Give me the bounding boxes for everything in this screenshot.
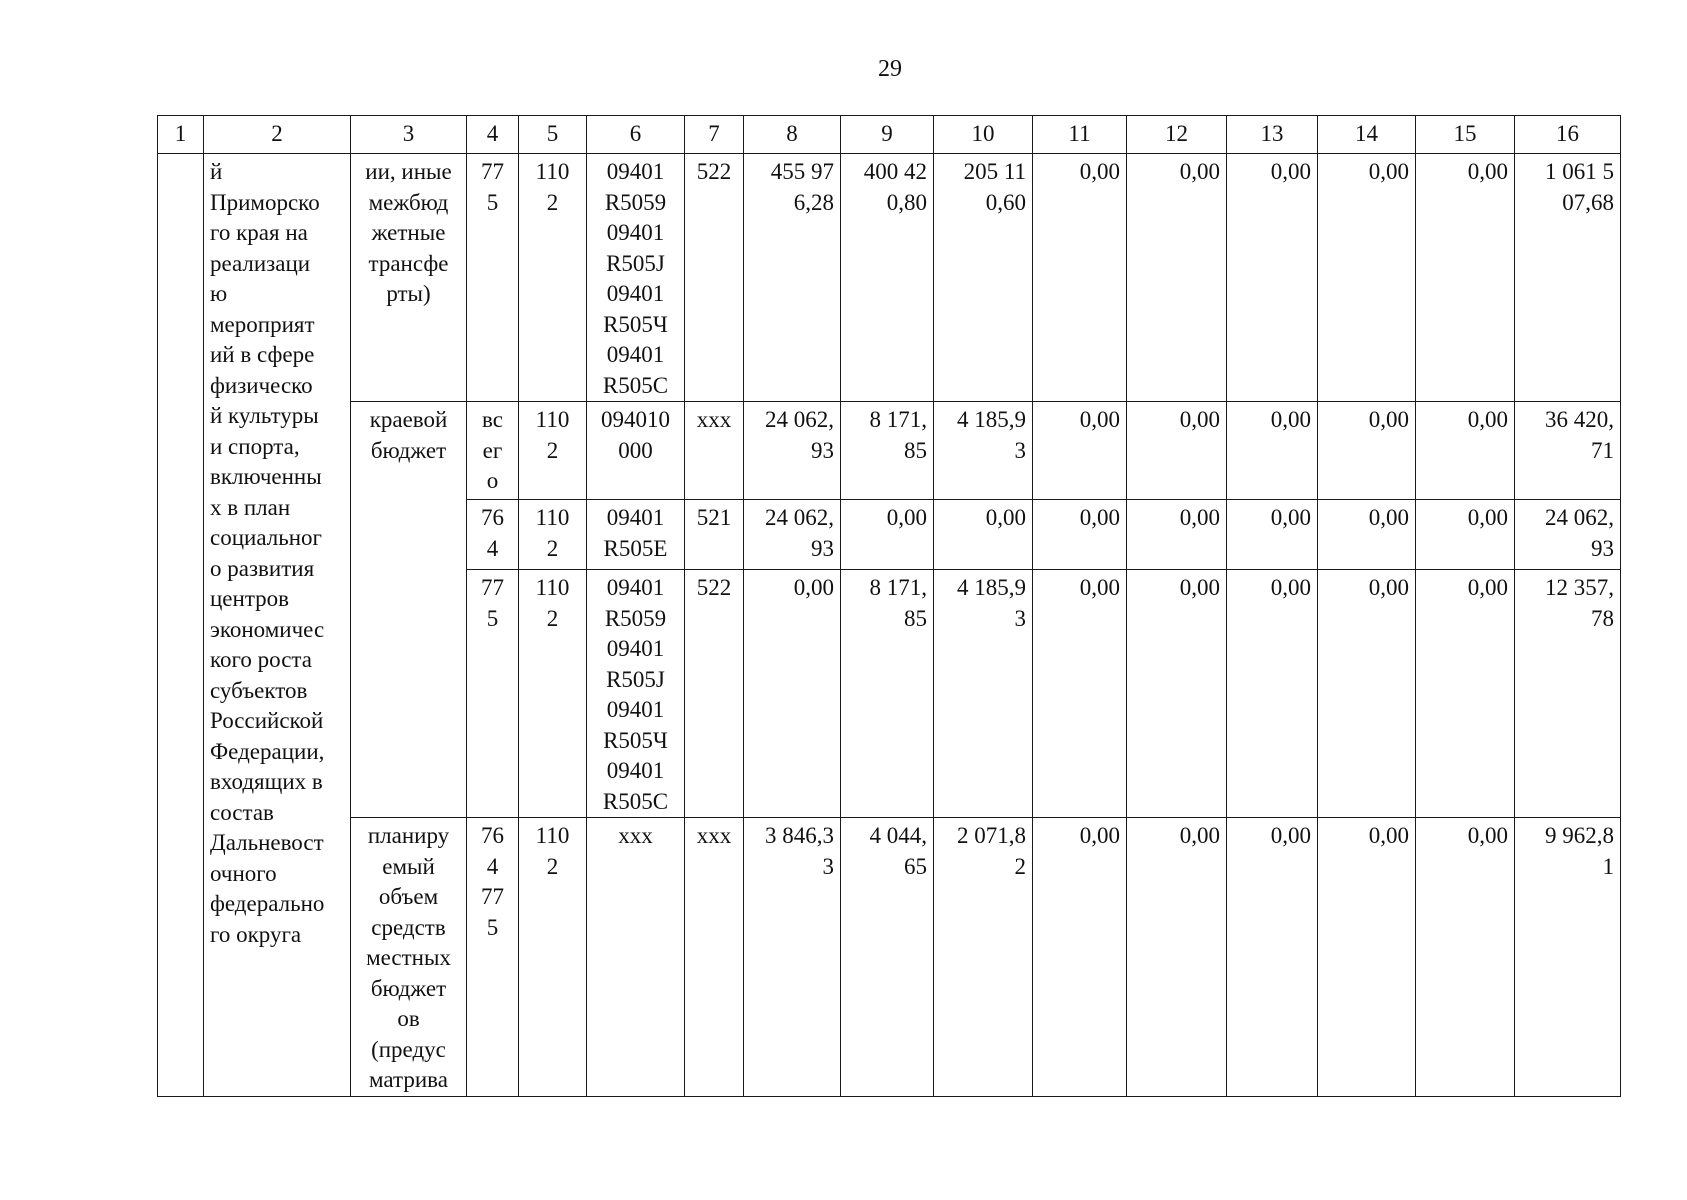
funding-source-cell: краевой бюджет xyxy=(351,402,467,818)
header-cell: 4 xyxy=(467,116,519,154)
cell-col16: 12 357, 78 xyxy=(1515,570,1621,818)
header-cell: 1 xyxy=(158,116,204,154)
cell-col14: 0,00 xyxy=(1318,570,1416,818)
cell-col13: 0,00 xyxy=(1227,154,1318,402)
funding-source-cell: ии, иные межбюд жетные трансфе рты) xyxy=(351,154,467,402)
table-row xyxy=(158,154,1621,402)
header-cell: 3 xyxy=(351,116,467,154)
table-row xyxy=(158,402,1621,500)
table-row xyxy=(158,818,1621,1097)
header-cell: 7 xyxy=(685,116,744,154)
cell-col10: 2 071,8 2 xyxy=(934,818,1033,1097)
header-cell: 6 xyxy=(587,116,685,154)
row-number-cell xyxy=(158,154,204,1097)
cell-col11: 0,00 xyxy=(1033,570,1127,818)
cell-col13: 0,00 xyxy=(1227,818,1318,1097)
cell-col15: 0,00 xyxy=(1416,402,1515,500)
cell-col8: 24 062, 93 xyxy=(744,402,841,500)
cell-col11: 0,00 xyxy=(1033,500,1127,570)
cell-col7: 521 xyxy=(685,500,744,570)
cell-col9: 400 42 0,80 xyxy=(841,154,934,402)
cell-col12: 0,00 xyxy=(1127,570,1227,818)
cell-col4: вс ег о xyxy=(467,402,519,500)
cell-col8: 24 062, 93 xyxy=(744,500,841,570)
cell-col7: ххх xyxy=(685,402,744,500)
header-cell: 2 xyxy=(204,116,351,154)
cell-col11: 0,00 xyxy=(1033,154,1127,402)
cell-col5: 110 2 xyxy=(519,154,587,402)
header-cell: 5 xyxy=(519,116,587,154)
header-cell: 8 xyxy=(744,116,841,154)
cell-col4: 76 4 77 5 xyxy=(467,818,519,1097)
budget-table xyxy=(157,115,1621,1097)
cell-col8: 3 846,3 3 xyxy=(744,818,841,1097)
cell-col6: 09401 R505E xyxy=(587,500,685,570)
cell-col15: 0,00 xyxy=(1416,500,1515,570)
cell-col14: 0,00 xyxy=(1318,818,1416,1097)
cell-col9: 0,00 xyxy=(841,500,934,570)
cell-col6: 09401 R5059 09401 R505J 09401 R505Ч 09401 R505C xyxy=(587,570,685,818)
cell-col5: 110 2 xyxy=(519,402,587,500)
cell-col6: 09401 R5059 09401 R505J 09401 R505Ч 09401 R505C xyxy=(587,154,685,402)
indicator-name-cell: й Приморско го края на реализаци ю мероприят ий в сфере физическо й культуры и спорта, включенны х в план социальног о развития центров экономичес кого роста субъектов Российской Федерации, входящих в состав Дальневост очного федерально го округа xyxy=(204,154,351,1097)
header-cell: 9 xyxy=(841,116,934,154)
cell-col15: 0,00 xyxy=(1416,570,1515,818)
header-cell: 15 xyxy=(1416,116,1515,154)
cell-col12: 0,00 xyxy=(1127,818,1227,1097)
cell-col16: 9 962,8 1 xyxy=(1515,818,1621,1097)
cell-col12: 0,00 xyxy=(1127,500,1227,570)
cell-col8: 0,00 xyxy=(744,570,841,818)
cell-col4: 77 5 xyxy=(467,570,519,818)
cell-col15: 0,00 xyxy=(1416,154,1515,402)
page-number: 29 xyxy=(878,56,902,82)
column-number-row xyxy=(158,116,1621,154)
cell-col14: 0,00 xyxy=(1318,500,1416,570)
cell-col10: 4 185,9 3 xyxy=(934,570,1033,818)
cell-col11: 0,00 xyxy=(1033,402,1127,500)
header-cell: 12 xyxy=(1127,116,1227,154)
cell-col11: 0,00 xyxy=(1033,818,1127,1097)
cell-col9: 8 171, 85 xyxy=(841,570,934,818)
cell-col7: 522 xyxy=(685,154,744,402)
cell-col10: 205 11 0,60 xyxy=(934,154,1033,402)
cell-col9: 8 171, 85 xyxy=(841,402,934,500)
cell-col15: 0,00 xyxy=(1416,818,1515,1097)
header-cell: 10 xyxy=(934,116,1033,154)
cell-col7: ххх xyxy=(685,818,744,1097)
cell-col13: 0,00 xyxy=(1227,500,1318,570)
cell-col13: 0,00 xyxy=(1227,570,1318,818)
funding-source-cell: планиру емый объем средств местных бюджет ов (предус матрива xyxy=(351,818,467,1097)
cell-col16: 1 061 5 07,68 xyxy=(1515,154,1621,402)
cell-col6: ххх xyxy=(587,818,685,1097)
cell-col6: 094010 000 xyxy=(587,402,685,500)
header-cell: 14 xyxy=(1318,116,1416,154)
cell-col9: 4 044, 65 xyxy=(841,818,934,1097)
cell-col5: 110 2 xyxy=(519,570,587,818)
cell-col5: 110 2 xyxy=(519,500,587,570)
cell-col8: 455 97 6,28 xyxy=(744,154,841,402)
cell-col10: 4 185,9 3 xyxy=(934,402,1033,500)
cell-col14: 0,00 xyxy=(1318,154,1416,402)
header-cell: 11 xyxy=(1033,116,1127,154)
cell-col16: 36 420, 71 xyxy=(1515,402,1621,500)
cell-col14: 0,00 xyxy=(1318,402,1416,500)
cell-col13: 0,00 xyxy=(1227,402,1318,500)
cell-col7: 522 xyxy=(685,570,744,818)
cell-col12: 0,00 xyxy=(1127,154,1227,402)
cell-col4: 77 5 xyxy=(467,154,519,402)
cell-col5: 110 2 xyxy=(519,818,587,1097)
cell-col4: 76 4 xyxy=(467,500,519,570)
header-cell: 13 xyxy=(1227,116,1318,154)
cell-col10: 0,00 xyxy=(934,500,1033,570)
header-cell: 16 xyxy=(1515,116,1621,154)
cell-col12: 0,00 xyxy=(1127,402,1227,500)
cell-col16: 24 062, 93 xyxy=(1515,500,1621,570)
